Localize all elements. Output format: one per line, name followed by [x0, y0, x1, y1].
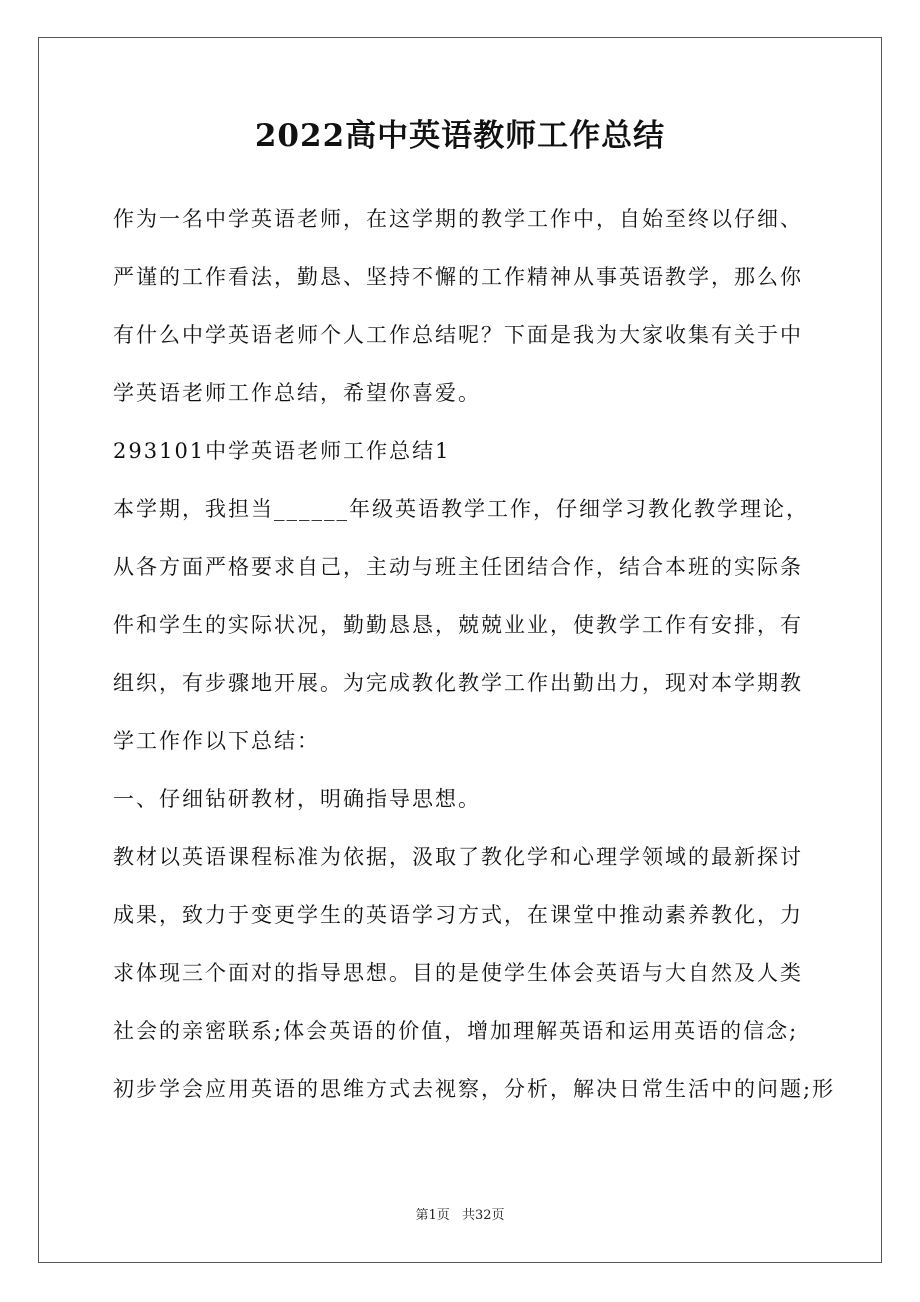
page-footer	[0, 1207, 920, 1225]
paragraph-line: 件和学生的实际状况，勤勤恳恳，兢兢业业，使教学工作有安排，有	[113, 613, 803, 637]
paragraph-line: 作为一名中学英语老师，在这学期的教学工作中，自始至终以仔细、	[113, 207, 803, 231]
paragraph-line: 教材以英语课程标准为依据，汲取了教化学和心理学领域的最新探讨	[113, 845, 803, 869]
paragraph-line: 组织，有步骤地开展。为完成教化教学工作出勤出力，现对本学期教	[113, 671, 803, 695]
paragraph-line: 有什么中学英语老师个人工作总结呢？下面是我为大家收集有关于中	[113, 323, 803, 347]
paragraph-line: 求体现三个面对的指导思想。目的是使学生体会英语与大自然及人类	[113, 961, 803, 985]
paragraph-line: 学英语老师工作总结，希望你喜爱。	[113, 381, 481, 405]
paragraph-line: 成果，致力于变更学生的英语学习方式，在课堂中推动素养教化，力	[113, 903, 803, 927]
page-number: 第1页	[415, 1208, 450, 1223]
paragraph-line: 社会的亲密联系;体会英语的价值，增加理解英语和运用英语的信念;	[113, 1019, 799, 1043]
paragraph-line: 初步学会应用英语的思维方式去视察，分析，解决日常生活中的问题;形	[113, 1077, 836, 1101]
paragraph-line: 严谨的工作看法，勤恳、坚持不懈的工作精神从事英语教学，那么你	[113, 265, 803, 289]
paragraph-line: 从各方面严格要求自己，主动与班主任团结合作，结合本班的实际条	[113, 555, 803, 579]
section-heading: 293101中学英语老师工作总结1	[113, 439, 451, 463]
paragraph-line: 学工作作以下总结：	[113, 729, 320, 753]
document-title: 2022高中英语教师工作总结	[254, 118, 666, 154]
page-total: 共32页	[461, 1208, 505, 1223]
document-body	[113, 190, 853, 1118]
paragraph-line: 本学期，我担当______年级英语教学工作，仔细学习教化教学理论，	[113, 497, 809, 521]
subsection-heading: 一、仔细钻研教材，明确指导思想。	[113, 787, 481, 811]
